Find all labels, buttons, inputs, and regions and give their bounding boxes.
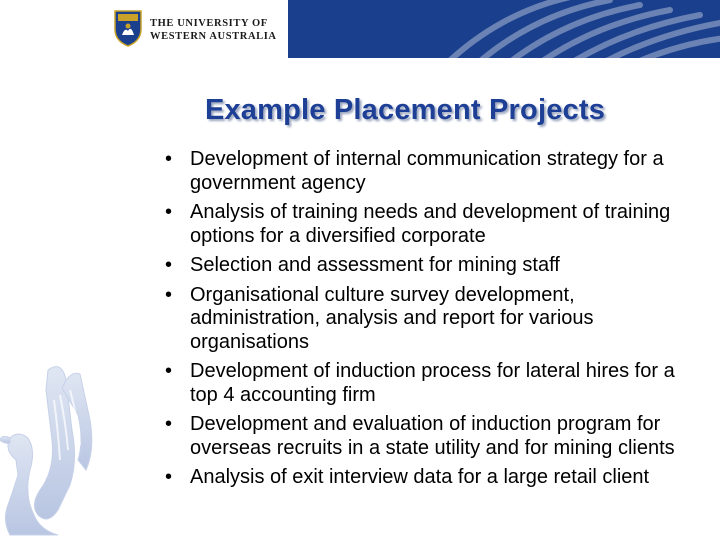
- bullet-item: • Analysis of training needs and development of training options for a diversified corporate: [165, 201, 685, 248]
- university-name-line1: THE UNIVERSITY OF: [150, 18, 268, 29]
- university-name-line2: WESTERN AUSTRALIA: [150, 31, 277, 42]
- bullet-item: • Development and evaluation of induction program for overseas recruits in a state utility and for mining clients: [165, 413, 685, 460]
- bullet-item: • Organisational culture survey development, administration, analysis and report for various organisations: [165, 284, 685, 355]
- black-swan-icon: [0, 310, 100, 540]
- bullet-item: • Development of internal communication strategy for a government agency: [165, 148, 685, 195]
- slide-title: [0, 94, 720, 127]
- slide-title-text: Example Placement Projects: [204, 94, 606, 126]
- bullet-item: • Analysis of exit interview data for a large retail client: [165, 466, 685, 490]
- swan-wing-watermark-icon: [380, 0, 720, 58]
- bullet-item: • Selection and assessment for mining staff: [165, 254, 685, 278]
- university-crest-icon: [113, 9, 143, 47]
- bullet-item: • Development of induction process for lateral hires for a top 4 accounting firm: [165, 360, 685, 407]
- bullet-list: [165, 148, 685, 496]
- university-name: [150, 17, 277, 43]
